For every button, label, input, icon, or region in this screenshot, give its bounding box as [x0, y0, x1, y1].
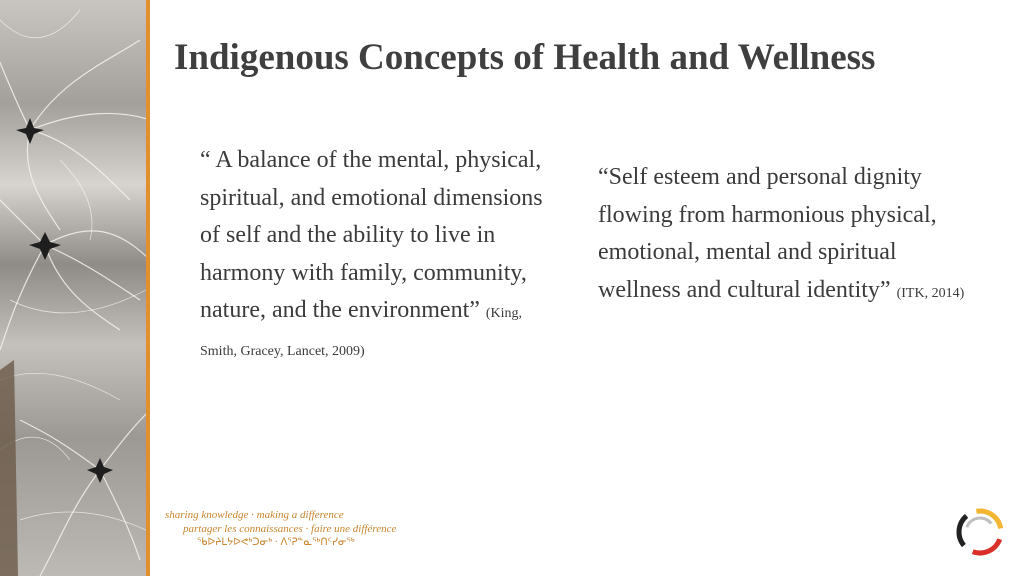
right-quote-citation: (ITK, 2014): [896, 285, 965, 301]
right-quote: [598, 159, 968, 309]
footer-line-french: partager les connaissances · faire une différence: [183, 523, 397, 535]
slide-title: Indigenous Concepts of Health and Wellness: [174, 37, 876, 78]
right-quote-text: “Self esteem and personal dignity flowing from harmonious physical, emotional, mental and spiritual wellness and cultural identity”: [598, 164, 937, 303]
footer-line-inuktitut: ᖃᐅᔨᒪᔭᐅᕙᒃᑐᓂᒃ · ᐱᕐᕈᓐᓇᖅᑎᑦᓯᓂᖅ: [197, 537, 355, 548]
left-quote: [200, 142, 545, 367]
left-quote-text: “ A balance of the mental, physical, spiritual, and emotional dimensions of self and the ability to live in harmony with family, community, nature, and the environment”: [200, 147, 543, 323]
footer-tagline: [165, 508, 396, 550]
footer-line-english: sharing knowledge · making a difference: [165, 509, 344, 521]
circular-logo-icon: [955, 507, 1005, 557]
seed-head-photo: [0, 0, 146, 576]
accent-divider: [146, 0, 150, 576]
seed-head-illustration: [0, 0, 146, 576]
left-quote-citation: (King, Smith, Gracey, Lancet, 2009): [200, 306, 523, 359]
